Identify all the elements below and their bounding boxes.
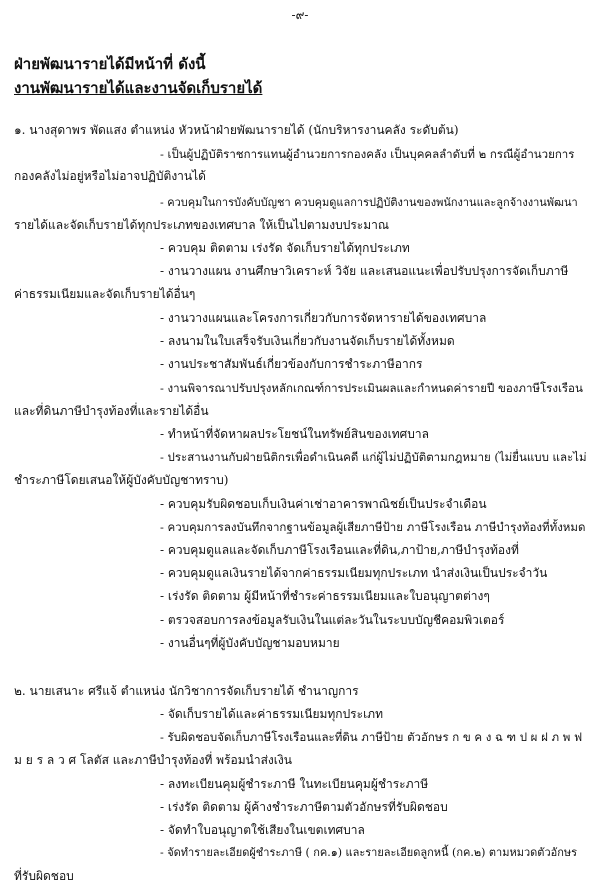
- duty-line: - จัดเก็บรายได้และค่าธรรมเนียมทุกประเภท: [160, 707, 383, 721]
- duty-line: - งานอื่นๆที่ผู้บังคับบัญชามอบหมาย: [160, 636, 340, 650]
- duty-line: - รับผิดชอบจัดเก็บภาษีโรงเรือนและที่ดิน ภาษีป้าย ตัวอักษร ก ข ค ง ฉ ฑ ป ผ ฝ ภ พ ฟ: [160, 730, 583, 744]
- duty-line: - ตรวจสอบการลงข้อมูลรับเงินในแต่ละวันในระบบบัญชีคอมพิวเตอร์: [160, 613, 505, 627]
- duty-line-continued: ที่รับผิดชอบ: [14, 869, 74, 883]
- duty-line: - ควบคุมดูแลและจัดเก็บภาษีโรงเรือนและที่ดิน,ภาป้าย,ภาษีบำรุงท้องที่: [160, 543, 519, 557]
- duty-line: - เร่งรัด ติดตาม ผู้มีหน้าที่ชำระค่าธรรมเนียมและใบอนุญาตต่างๆ: [160, 589, 490, 603]
- duty-line: - ควบคุม ติดตาม เร่งรัด จัดเก็บรายได้ทุกประเภท: [160, 241, 410, 255]
- duty-line-continued: ชำระภาษีโดยเสนอให้ผู้บังคับบัญชาทราบ): [14, 473, 229, 487]
- person2-title: ๒. นายเสนาะ ศรีแจ้ ตำแหน่ง นักวิชาการจัดเก็บรายได้ ชำนาญการ: [14, 684, 359, 698]
- duty-line: - งานวางแผน งานศึกษาวิเคราะห์ วิจัย และเสนอแนะเพื่อปรับปรุงการจัดเก็บภาษี: [160, 264, 569, 278]
- duty-line-continued: และที่ดินภาษีบำรุงท้องที่และรายได้อื่น: [14, 404, 209, 418]
- duty-line: - ควบคุมในการบังคับบัญชา ควบคุมดูแลการปฏิบัติงานของพนักงานและลูกจ้างงานพัฒนา: [160, 196, 578, 209]
- duty-line: - ลงนามในใบเสร็จรับเงินเกี่ยวกับงานจัดเก็บรายได้ทั้งหมด: [160, 334, 455, 348]
- duty-line-continued: ม ย ร ล ว ศ โลตัส และภาษีบำรุงท้องที่ พร้อมนำส่งเงิน: [14, 753, 292, 767]
- duty-line: - จัดทำใบอนุญาตใช้เสียงในเขตเทศบาล: [160, 823, 365, 837]
- page-number: -๙-: [291, 8, 309, 22]
- duty-line: - ควบคุมการลงบันทึกจากฐานข้อมูลผู้เสียภาษีป้าย ภาษีโรงเรือน ภาษีบำรุงท้องที่ทั้งหมด: [160, 520, 586, 534]
- duty-line: - จัดทำรายละเอียดผู้ชำระภาษี ( กค.๑) และรายละเอียดลูกหนี้ (กค.๒) ตามหมวดตัวอักษร: [160, 846, 578, 859]
- duty-line: - งานวางแผนและโครงการเกี่ยวกับการจัดหารายได้ของเทศบาล: [160, 311, 487, 325]
- duty-line-continued: กองคลังไม่อยู่หรือไม่อาจปฏิบัติงานได้: [14, 169, 206, 183]
- duty-line: - ลงทะเบียนคุมผู้ชำระภาษี ในทะเบียนคุมผู้ชำระภาษี: [160, 777, 429, 791]
- duty-line: - ทำหน้าที่จัดหาผลประโยชน์ในทรัพย์สินของเทศบาล: [160, 427, 429, 441]
- duty-line: - ประสานงานกับฝ่ายนิติกรเพื่อดำเนินคดี แก่ผู้ไม่ปฏิบัติตามกฎหมาย (ไม่ยื่นแบบ และไม่: [160, 450, 587, 464]
- person1-title: ๑. นางสุดาพร พัดแสง ตำแหน่ง หัวหน้าฝ่ายพัฒนารายได้ (นักบริหารงานคลัง ระดับต้น): [14, 123, 459, 137]
- duty-line: - ควบคุมรับผิดชอบเก็บเงินค่าเช่าอาคารพาณิชย์เป็นประจำเดือน: [160, 497, 487, 511]
- duty-line: - ควบคุมดูแลเงินรายได้จากค่าธรรมเนียมทุกประเภท นำส่งเงินเป็นประจำวัน: [160, 566, 548, 580]
- section-heading: ฝ่ายพัฒนารายได้มีหน้าที่ ดังนี้: [14, 55, 206, 73]
- duty-line-continued: ค่าธรรมเนียมและจัดเก็บรายได้อื่นๆ: [14, 287, 196, 301]
- section-subheading: งานพัฒนารายได้และงานจัดเก็บรายได้: [14, 79, 263, 97]
- duty-line: - งานพิจารณาปรับปรุงหลักเกณฑ์การประเมินผลและกำหนดค่ารายปี ของภาษีโรงเรือน: [160, 381, 583, 395]
- duty-line: - เป็นผู้ปฏิบัติราชการแทนผู้อำนวยการกองคลัง เป็นบุคคลลำดับที่ ๒ กรณีผู้อำนวยการ: [160, 147, 575, 161]
- duty-line-continued: รายได้และจัดเก็บรายได้ทุกประเภทของเทศบาล ให้เป็นไปตามงบประมาณ: [14, 218, 390, 232]
- duty-line: - งานประชาสัมพันธ์เกี่ยวข้องกับการชำระภาษีอากร: [160, 357, 423, 371]
- duty-line: - เร่งรัด ติดตาม ผู้ค้างชำระภาษีตามตัวอักษรที่รับผิดชอบ: [160, 800, 448, 814]
